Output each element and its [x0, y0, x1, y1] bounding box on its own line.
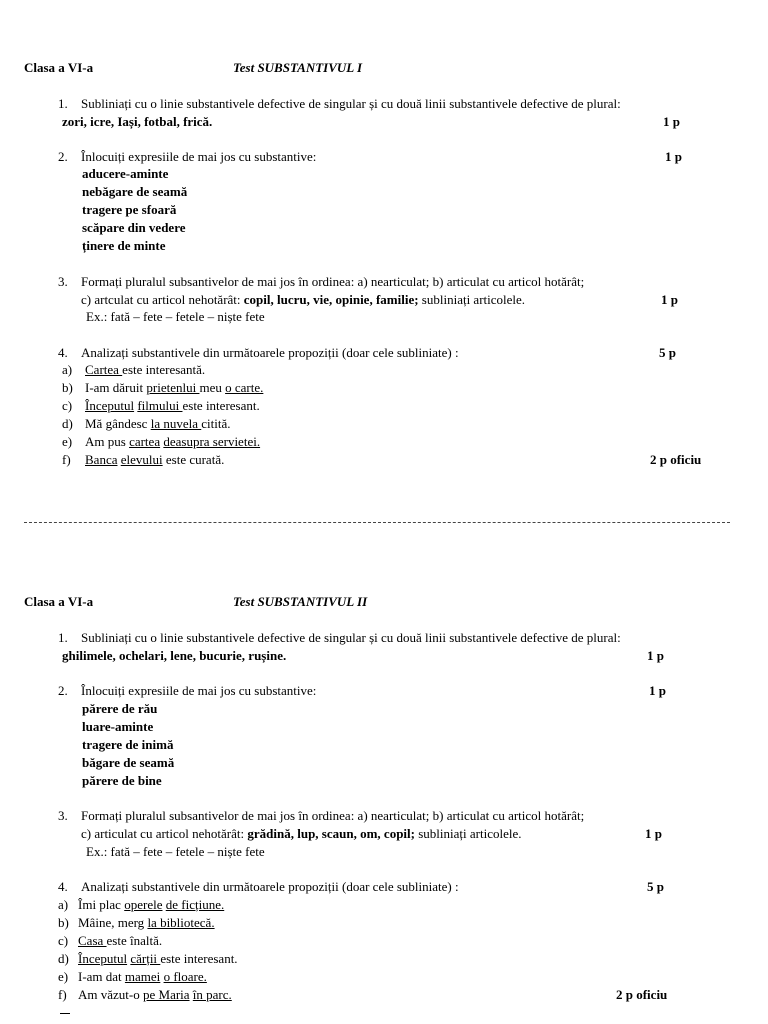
- class-label: Clasa a VI-a: [24, 594, 94, 609]
- item-letter: b): [62, 380, 73, 395]
- question-words: ghilimele, ochelari, lene, bucurie, rușine.: [62, 648, 287, 663]
- item-letter: f): [58, 987, 67, 1002]
- question-points: 1 p: [661, 292, 678, 307]
- sentence: I-am dăruit prietenlui meu o carte.: [85, 380, 264, 395]
- question-text: Formați pluralul subsantivelor de mai jos în ordinea: a) nearticulat; b) articulat cu articol hotărât;: [81, 808, 585, 823]
- question-text: Înlocuiți expresiile de mai jos cu substantive:: [81, 683, 317, 698]
- item-letter: e): [62, 434, 73, 449]
- sentence: Banca elevului este curată.: [85, 452, 225, 467]
- question-number: 3.: [58, 808, 68, 823]
- question-line: c) articulat cu articol nehotărât: grădină, lup, scaun, om, copil; subliniați articolele.: [81, 826, 522, 841]
- question-words: zori, icre, Iași, fotbal, frică.: [62, 114, 213, 129]
- question-points: 1 p: [665, 149, 682, 164]
- list-item: părere de rău: [82, 701, 158, 716]
- list-item: tragere de inimă: [82, 737, 174, 752]
- sentence: Îmi plac operele de ficțiune.: [78, 897, 225, 912]
- question-number: 1.: [58, 96, 68, 111]
- sentence: Mă gândesc la nuvela citită.: [85, 416, 231, 431]
- dashed-separator: [24, 522, 730, 523]
- list-item: ținere de minte: [82, 238, 166, 253]
- question-text: Analizați substantivele din următoarele propoziții (doar cele subliniate) :: [81, 879, 459, 894]
- test-title: Test SUBSTANTIVUL I: [233, 60, 363, 75]
- example-text: Ex.: fată – fete – fetele – niște fete: [86, 309, 265, 324]
- sentence: Începutul filmului este interesant.: [85, 398, 260, 413]
- item-letter: f): [62, 452, 71, 467]
- item-letter: e): [58, 969, 69, 984]
- sentence: Cartea este interesantă.: [85, 362, 206, 377]
- question-points: 5 p: [647, 879, 664, 894]
- question-points: 1 p: [663, 114, 680, 129]
- question-text: Analizați substantivele din următoarele propoziții (doar cele subliniate) :: [81, 345, 459, 360]
- list-item: nebăgare de seamă: [82, 184, 188, 199]
- item-letter: a): [58, 897, 69, 912]
- question-number: 2.: [58, 683, 68, 698]
- sentence: Am pus cartea deasupra servietei.: [85, 434, 261, 449]
- list-item: aducere-aminte: [82, 166, 169, 181]
- question-points: 5 p: [659, 345, 676, 360]
- item-letter: d): [58, 951, 69, 966]
- question-points: 1 p: [649, 683, 666, 698]
- sentence: Casa este înaltă.: [78, 933, 163, 948]
- item-letter: a): [62, 362, 73, 377]
- test-title: Test SUBSTANTIVUL II: [233, 594, 368, 609]
- question-points: 1 p: [645, 826, 662, 841]
- question-points: 1 p: [647, 648, 664, 663]
- question-number: 4.: [58, 879, 68, 894]
- list-item: tragere pe sfoară: [82, 202, 177, 217]
- question-number: 3.: [58, 274, 68, 289]
- question-text: Subliniați cu o linie substantivele defective de singular și cu două linii substantivele defective de plural:: [81, 630, 621, 645]
- list-item: părere de bine: [82, 773, 162, 788]
- item-letter: b): [58, 915, 69, 930]
- list-item: scăpare din vedere: [82, 220, 186, 235]
- question-number: 2.: [58, 149, 68, 164]
- question-text: Subliniați cu o linie substantivele defective de singular și cu două linii substantivele defective de plural:: [81, 96, 621, 111]
- question-number: 4.: [58, 345, 68, 360]
- sentence: Începutul cărții este interesant.: [78, 951, 238, 966]
- trailing-dash: [60, 1013, 70, 1014]
- item-letter: c): [62, 398, 73, 413]
- list-item: băgare de seamă: [82, 755, 175, 770]
- item-letter: d): [62, 416, 73, 431]
- sentence: Am văzut-o pe Maria în parc.: [78, 987, 232, 1002]
- office-points: 2 p oficiu: [650, 452, 702, 467]
- sentence: I-am dat mamei o floare.: [78, 969, 207, 984]
- item-letter: c): [58, 933, 69, 948]
- question-text: Înlocuiți expresiile de mai jos cu substantive:: [81, 149, 317, 164]
- question-line: c) artculat cu articol nehotărât: copil, lucru, vie, opinie, familie; subliniați articolele.: [81, 292, 526, 307]
- office-points: 2 p oficiu: [616, 987, 668, 1002]
- question-text: Formați pluralul subsantivelor de mai jos în ordinea: a) nearticulat; b) articulat cu articol hotărât;: [81, 274, 585, 289]
- example-text: Ex.: fată – fete – fetele – niște fete: [86, 844, 265, 859]
- question-number: 1.: [58, 630, 68, 645]
- list-item: luare-aminte: [82, 719, 154, 734]
- class-label: Clasa a VI-a: [24, 60, 94, 75]
- sentence: Mâine, merg la bibliotecă.: [78, 915, 215, 930]
